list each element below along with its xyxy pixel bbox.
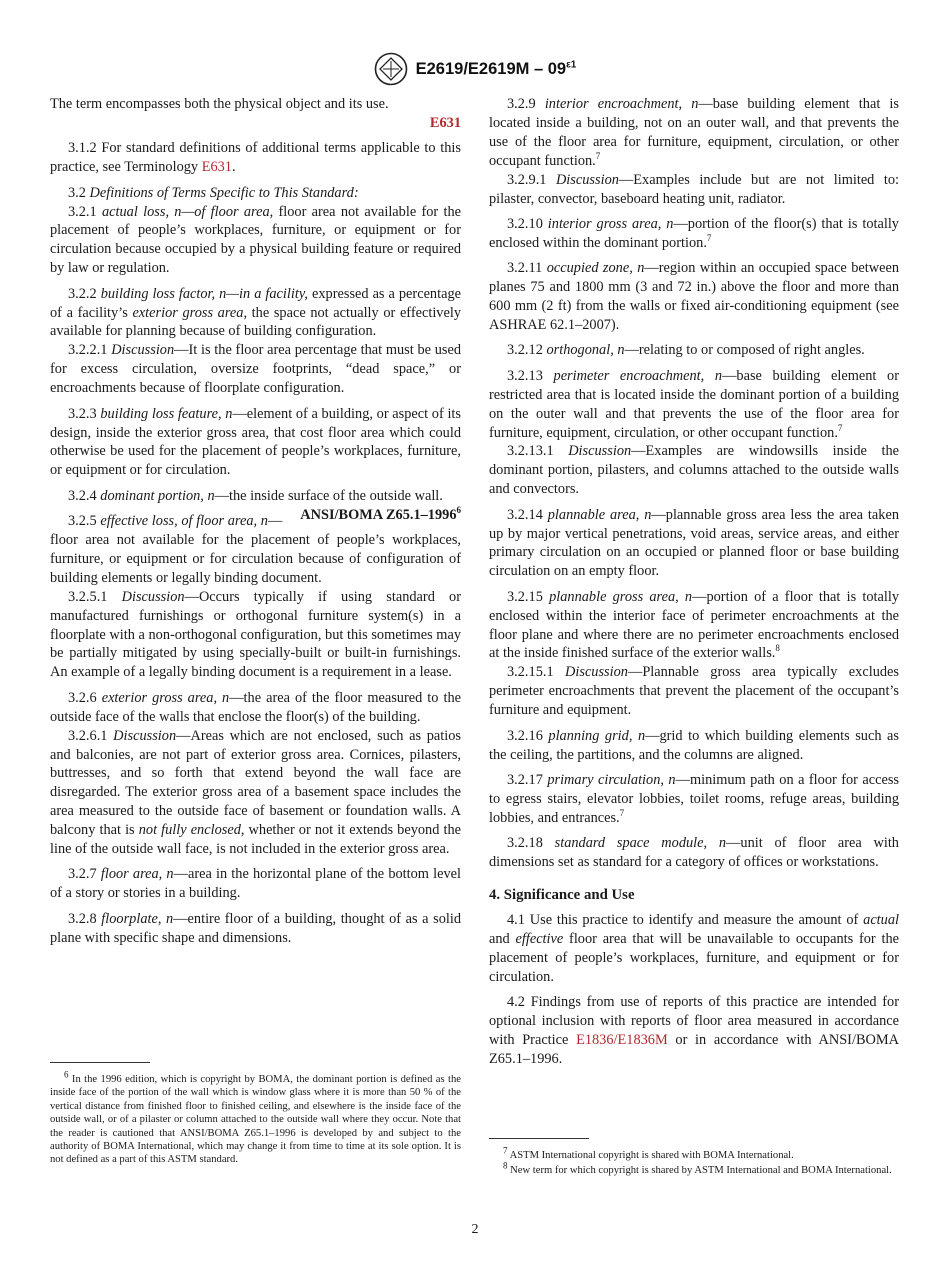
- discussion: 3.2.6.1 Discussion—Areas which are not enclosed, such as patios and balconies, are not part of exterior gross area. Cornices, pilasters, buttresses, and so forth that extend beyond the wall face are disregarded. The exterior gross area of a basement space includes the area measured to the outside face of basement or foundation walls. A balcony that is not fully enclosed, whether or not it extends beyond the line of the outside wall face, is not included in the exterior gross area.: [50, 727, 462, 858]
- definition: 3.2.3 building loss feature, n—element of a building, or aspect of its design, inside the exterior gross area, that cost floor area which could otherwise be used for the placement of people’s workplaces, furniture, or equipment or for circulation.: [50, 405, 461, 479]
- discussion: 3.2.9.1 Discussion—Examples include but are not limited to: pilaster, convector, baseboard heating unit, radiator.: [489, 171, 899, 207]
- paragraph: 4.2 Findings from use of reports of this practice are intended for optional inclusion with reports of floor area measured in accordance with Practice E1836/E1836M or in accordance with ANSI/BOMA Z65.1–1996.: [489, 993, 899, 1067]
- page-header: [0, 52, 950, 86]
- discussion: 3.2.13.1 Discussion—Examples are windowsills inside the dominant portion, pilasters, and columns attached to the outside walls and convectors.: [489, 443, 900, 498]
- definition: 3.2.9 interior encroachment, n—base building element that is located inside a building, not on an outer wall, and that prevents the use of the floor area for furniture, equipment, circulation, or other occupant function.$^7$: [489, 96, 899, 169]
- paragraph: 3.1.2 For standard definitions of additional terms applicable to this practice, see Terminology E631.: [50, 140, 461, 176]
- definition: 3.2.17 primary circulation, n—minimum path on a floor for access to egress stairs, elevator lobbies, toilet rooms, refuge areas, building lobbies, and entrances.$^7$: [489, 771, 900, 826]
- definition: 3.2.4 dominant portion, n—the inside surface of the outside wall. ANSI/BOMA Z65.1–1996$^6$: [68, 487, 461, 523]
- discussion: 3.2.5.1 Discussion—Occurs typically if using standard or manufactured furnishings or orthogonal furniture system(s) in a floorplate with a non-orthogonal configuration, but this sometimes may be partially mitigated by using specially-built or built-in furnishings. An example of a legally binding document is a requirement in a lease.: [50, 588, 461, 681]
- definition: 3.2.8 floorplate, n—entire floor of a building, thought of as a solid plane with specific shape and dimensions.: [50, 910, 462, 946]
- footnotes-right: [489, 1138, 899, 1180]
- astm-logo-icon: [374, 52, 408, 86]
- definition: 3.2.15 plannable gross area, n—portion of a floor that is totally enclosed within the interior face of perimeter encroachments at the floor plane and where there are no perimeter encroachments enclosed at the inside finished surface of the exterior walls.$^8$: [489, 588, 900, 662]
- paragraph: The term encompasses both the physical object and its use. E631: [50, 96, 461, 131]
- right-column: [489, 95, 899, 1075]
- footnote-7: $^7$ ASTM International copyright is shared with BOMA International.: [503, 1145, 794, 1161]
- ansi-boma-reference: ANSI/BOMA Z65.1–1996$^6$: [300, 504, 461, 523]
- discussion: 3.2.15.1 Discussion—Plannable gross area typically excludes perimeter encroachments that prevent the placement of the occupant’s furniture and equipment.: [489, 664, 899, 719]
- standard-designation: $E2619/E2619M - 09^{\varepsilon 1}$: [415, 59, 577, 78]
- reference-link-e631[interactable]: E631: [429, 114, 461, 131]
- footnote-divider: [50, 1062, 150, 1063]
- definition: 3.2.11 occupied zone, n—region within an occupied space between planes 75 and 1800 mm (3 and 72 in.) above the floor and more than 600 mm (2 ft) from the walls or fixed air-conditioning equipment (see ASHRAE 62.1–2007).: [489, 260, 899, 333]
- definition: 3.2.6 exterior gross area, n—the area of the floor measured to the outside face of the walls that enclose the floor(s) of the building.: [50, 689, 461, 725]
- definition: 3.2.14 plannable area, n—plannable gross area less the area taken up by major vertical penetrations, void areas, service areas, and either primary circulation on an occupied or planned floor or base building circulation on an empty floor.: [489, 506, 899, 580]
- definition: 3.2.2 building loss factor, n—in a facility, expressed as a percentage of a facility’s exterior gross area, the space not actually or effectively available for planning because of building configuration.: [50, 285, 461, 340]
- footnote-6: $^6$ In the 1996 edition, which is copyright by BOMA, the dominant portion is defined as the inside face of the portion of the wall which is window glass where it is more than 50 % of the vertical distance from finished floor to finished ceiling, and elsewhere is the inside face of the outside wall, or of a pilaster or column attached to the outside wall where they occur. Note that the reader is cautioned that ANSI/BOMA Z65.1–1996 is developed by and subject to the authority of BOMA International, which may change it from time to time at its sole option. It is not defined as a part of this ASTM standard.: [50, 1069, 461, 1166]
- definition: 3.2.12 orthogonal, n—relating to or composed of right angles.: [507, 342, 865, 359]
- definition: 3.2.16 planning grid, n—grid to which building elements such as the ceiling, the partitions, and the columns are aligned.: [489, 727, 899, 763]
- definition: 3.2.13 perimeter encroachment, n—base building element or restricted area that is located inside the dominant portion of a building on the outer wall and that prevents the use of the floor area for furniture, equipment, circulation, or other occupant function.$^7$: [489, 367, 899, 441]
- section-heading: 3.2 Definitions of Terms Specific to This Standard:: [68, 184, 359, 201]
- paragraph: 4.1 Use this practice to identify and measure the amount of actual and effective floor area that will be unavailable to occupants for the placement of people’s workplaces, furniture, and equipment or for circulation.: [489, 911, 899, 985]
- definition: 3.2.5 effective loss, of floor area, n—floor area not available for the placement of people’s workplaces, furniture, or equipment or for circulation because of configuration of building elements or legally binding document.: [50, 513, 461, 586]
- definition: 3.2.18 standard space module, n—unit of floor area with dimensions set as standard for a category of offices or workstations.: [489, 835, 899, 871]
- discussion: 3.2.2.1 Discussion—It is the floor area percentage that must be used for excess circulation, oversize footprints, “dead space,” or encroachments because of floorplate configuration.: [50, 342, 462, 397]
- left-column: [50, 95, 461, 954]
- definition: 3.2.7 floor area, n—area in the horizontal plane of the bottom level of a story or stories in a building.: [50, 866, 462, 902]
- footnote-8: $^8$ New term for which copyright is shared by ASTM International and BOMA International.: [503, 1160, 892, 1177]
- footnote-divider: [489, 1138, 589, 1139]
- reference-link-e631[interactable]: E631: [201, 159, 232, 176]
- reference-link-e1836[interactable]: E1836/E1836M: [576, 1031, 668, 1048]
- definition: 3.2.10 interior gross area, n—portion of the floor(s) that is totally enclosed within the dominant portion.$^7$: [489, 215, 899, 251]
- footnotes-left: [50, 1062, 461, 1169]
- section-heading-significance: 4. Significance and Use: [489, 886, 635, 903]
- page-number: 2: [471, 1222, 479, 1237]
- definition: 3.2.1 actual loss, n—of floor area, floor area not available for the placement of people’s workplaces, furniture, or equipment or for circulation because occupied by a physical building feature or required by law or regulation.: [50, 203, 462, 277]
